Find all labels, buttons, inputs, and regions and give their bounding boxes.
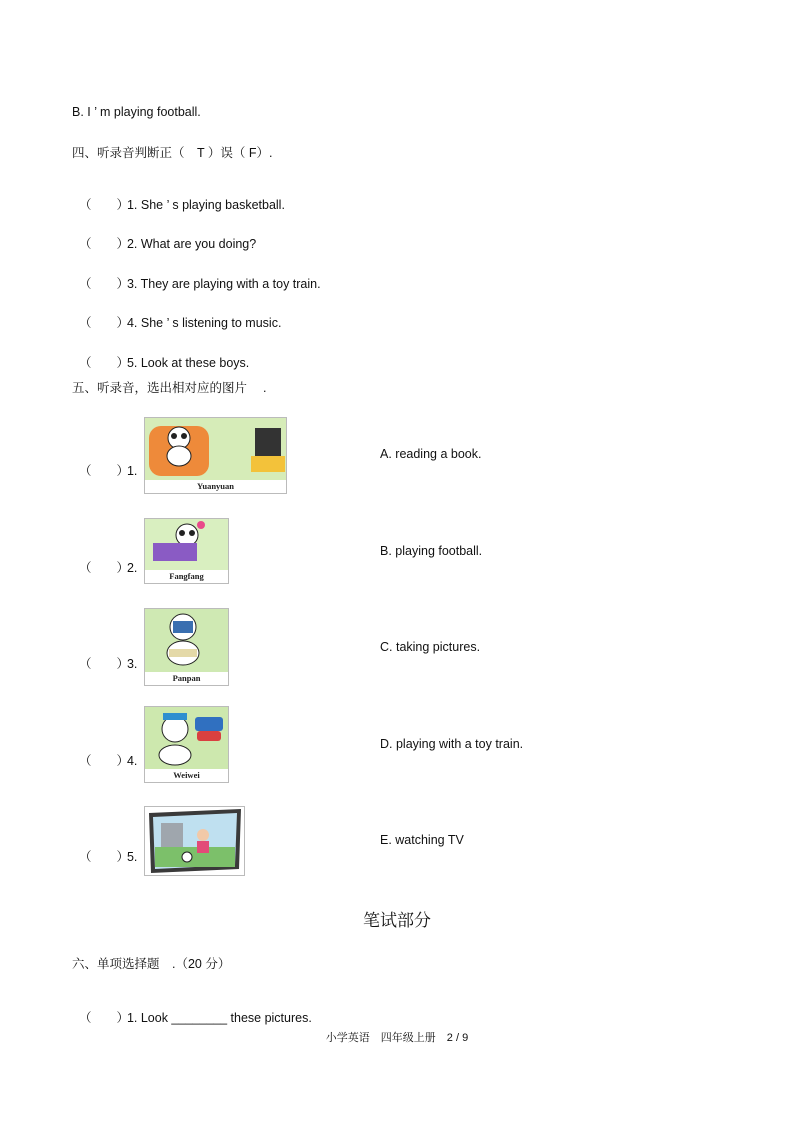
section6-heading: 六、单项选择题 .（20 分）	[72, 957, 231, 971]
judge-item-1	[72, 181, 285, 213]
picture-caption: Panpan	[145, 672, 228, 685]
judge-item-3	[72, 260, 321, 292]
item-number: 3.	[126, 657, 138, 671]
judge-text: 3. They are playing with a toy train.	[126, 277, 321, 291]
answer-paren[interactable]: （ ）	[78, 754, 129, 768]
answer-paren[interactable]: （ ）	[78, 657, 129, 671]
match-item-4	[72, 737, 137, 769]
section4-heading: 四、听录音判断正（ T ）误（ F）.	[72, 146, 273, 160]
picture-caption: Fangfang	[145, 570, 228, 583]
match-item-2	[72, 544, 137, 576]
option-d: D. playing with a toy train.	[380, 737, 524, 751]
judge-text: 2. What are you doing?	[126, 237, 257, 251]
item-number: 1.	[126, 464, 138, 478]
picture-photo	[144, 806, 245, 876]
picture-weiwei	[144, 706, 229, 783]
answer-paren[interactable]: （ ）	[78, 277, 129, 291]
item-number: 2.	[126, 561, 138, 575]
picture-caption: Yuanyuan	[145, 480, 286, 493]
option-c: C. taking pictures.	[380, 640, 481, 654]
picture-caption: Weiwei	[145, 769, 228, 782]
answer-paren[interactable]: （ ）	[78, 198, 129, 212]
match-item-5	[72, 833, 137, 865]
option-b: B. playing football.	[380, 544, 483, 558]
judge-text: 5. Look at these boys.	[126, 356, 250, 370]
top-line: B. I ’ m playing football.	[72, 105, 201, 119]
judge-text: 1. She ’ s playing basketball.	[126, 198, 285, 212]
item-number: 5.	[126, 850, 138, 864]
girl-football-photo-image	[145, 807, 244, 875]
judge-item-5	[72, 339, 249, 371]
option-e: E. watching TV	[380, 833, 464, 847]
panda-reading-image	[145, 519, 228, 570]
picture-panpan	[144, 608, 229, 686]
answer-paren[interactable]: （ ）	[78, 316, 129, 330]
picture-fangfang	[144, 518, 229, 584]
section5-heading: 五、听录音，选出相对应的图片 .	[72, 381, 267, 395]
panda-sofa-tv-image	[145, 418, 286, 480]
option-a: A. reading a book.	[380, 447, 482, 461]
judge-text: 4. She ’ s listening to music.	[126, 316, 282, 330]
answer-paren[interactable]: （ ）	[78, 356, 129, 370]
page-footer: 小学英语 四年级上册 2 / 9	[325, 1032, 469, 1044]
match-item-1	[72, 447, 137, 479]
judge-item-4	[72, 299, 281, 331]
panda-toy-train-image	[145, 707, 228, 769]
answer-paren[interactable]: （ ）	[78, 237, 129, 251]
picture-yuanyuan	[144, 417, 287, 494]
answer-paren[interactable]: （ ）	[78, 850, 129, 864]
match-item-3	[72, 640, 137, 672]
written-section-title: 笔试部分	[363, 911, 431, 930]
judge-item-2	[72, 220, 256, 252]
answer-paren[interactable]: （ ）	[78, 464, 129, 478]
choice-text: 1. Look ________ these pictures.	[126, 1011, 312, 1025]
item-number: 4.	[126, 754, 138, 768]
choice-item-1	[72, 994, 312, 1026]
answer-paren[interactable]: （ ）	[78, 1011, 129, 1025]
answer-paren[interactable]: （ ）	[78, 561, 129, 575]
panda-camera-image	[145, 609, 228, 672]
